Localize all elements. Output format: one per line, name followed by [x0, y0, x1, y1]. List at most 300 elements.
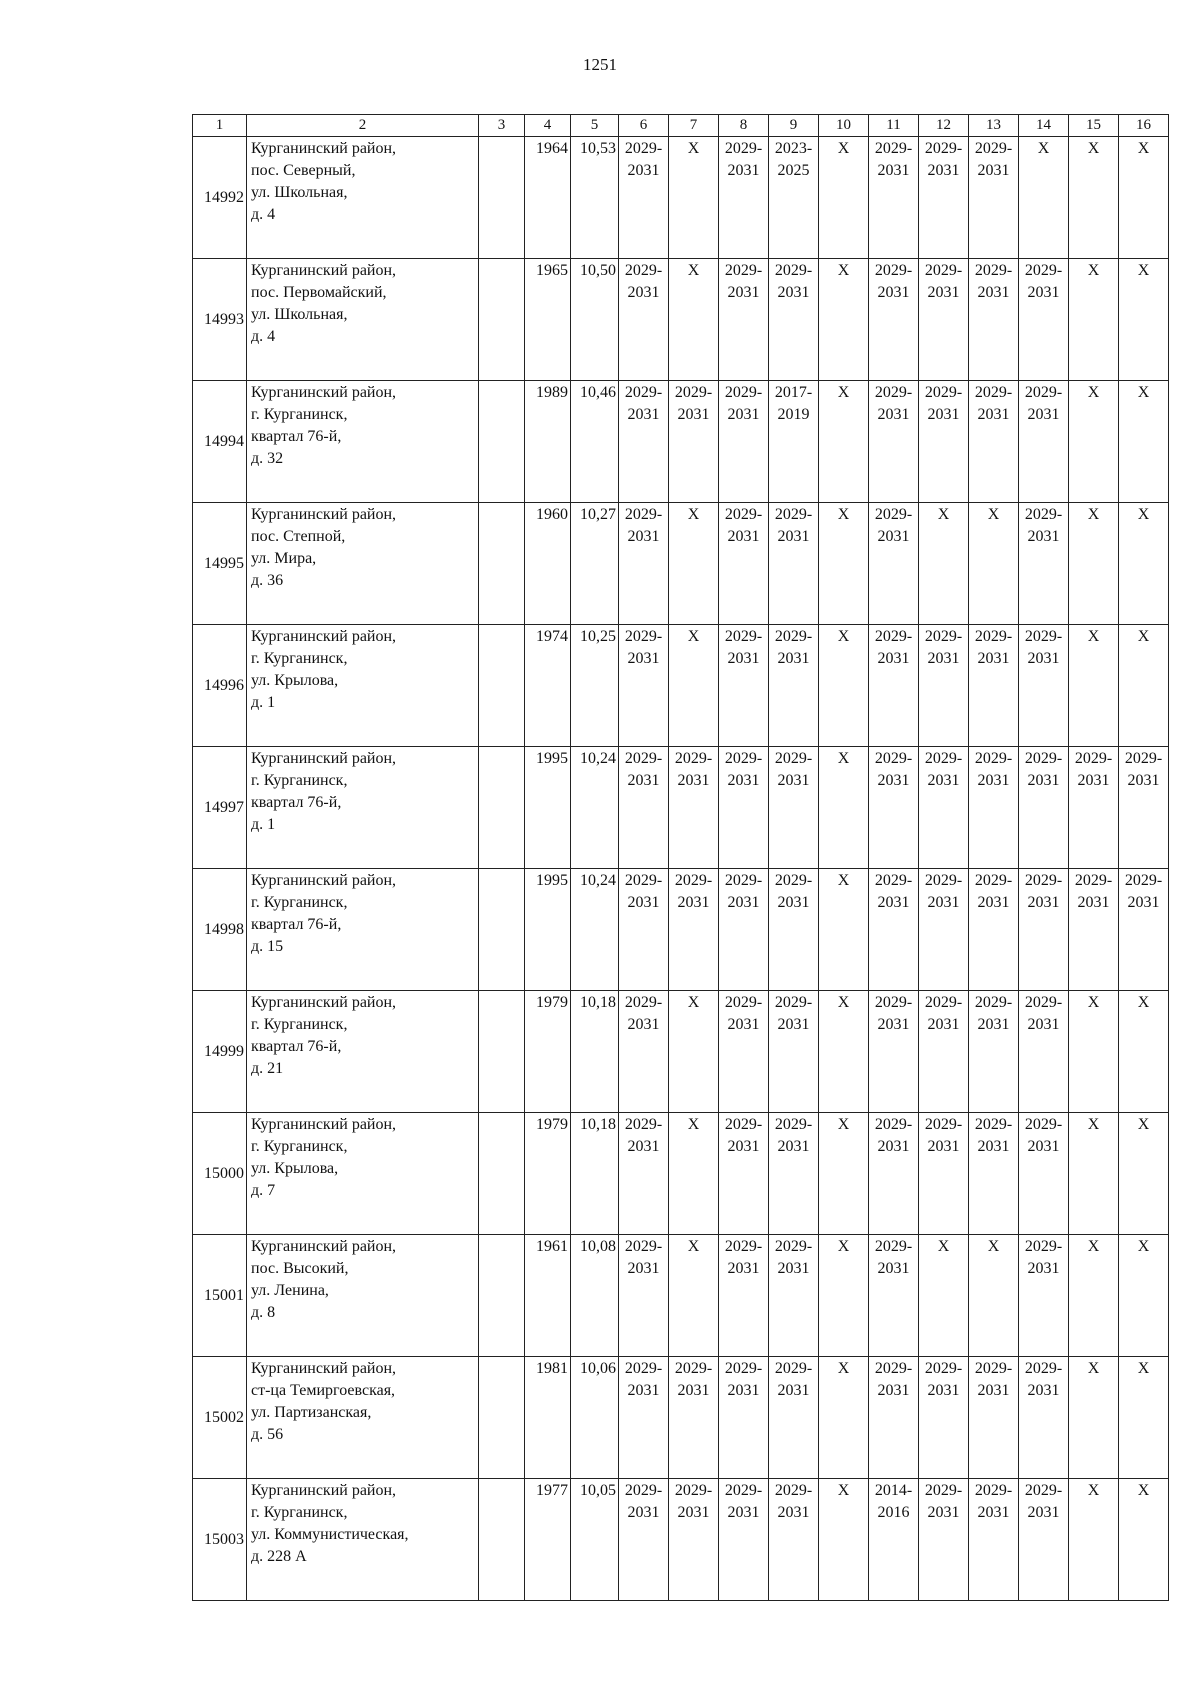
period-part: Х: [1087, 1482, 1100, 1499]
period-cell-col-9: [769, 625, 819, 747]
period-part: 2031: [877, 772, 910, 789]
period-part: 2029-: [774, 994, 813, 1011]
period-cell-col-13: [969, 869, 1019, 991]
period-cell-col-15: [1069, 381, 1119, 503]
period-part: Х: [1137, 628, 1150, 645]
period-part: 2029-: [1024, 506, 1063, 523]
period-part: 2029-: [874, 384, 913, 401]
address-line: Курганинский район,: [251, 506, 397, 523]
column-3-cell: [479, 503, 525, 625]
period-part: 2029-: [774, 1360, 813, 1377]
period-part: 2031: [1077, 894, 1110, 911]
column-header-5: 5: [571, 115, 619, 137]
period-cell-col-8: [719, 503, 769, 625]
period-part: 2029-: [724, 628, 763, 645]
period-part: 2031: [1077, 772, 1110, 789]
period-cell-col-11: [869, 991, 919, 1113]
period-part: 2029-: [924, 1116, 963, 1133]
period-part: Х: [1087, 384, 1100, 401]
address-line: Курганинский район,: [251, 140, 397, 157]
period-part: 2031: [1127, 894, 1160, 911]
period-part: 2031: [977, 1382, 1010, 1399]
period-part: 2031: [627, 894, 660, 911]
column-3-cell: [479, 381, 525, 503]
period-cell-col-7: [669, 747, 719, 869]
period-part: 2031: [977, 894, 1010, 911]
period-part: Х: [1087, 262, 1100, 279]
period-part: Х: [1137, 1360, 1150, 1377]
period-part: Х: [837, 384, 850, 401]
period-cell-col-12: [919, 381, 969, 503]
period-cell-col-9: [769, 1357, 819, 1479]
table-row: [193, 137, 1169, 259]
period-part: 2029-: [1124, 872, 1163, 889]
period-cell-col-10: [819, 1479, 869, 1601]
column-header-12: 12: [919, 115, 969, 137]
period-part: 2031: [877, 894, 910, 911]
period-part: 2031: [877, 284, 910, 301]
period-part: 2031: [1027, 650, 1060, 667]
period-cell-col-12: [919, 869, 969, 991]
period-cell-col-14: [1019, 869, 1069, 991]
period-part: 2029-: [874, 872, 913, 889]
period-cell-col-7: [669, 625, 719, 747]
period-part: Х: [837, 262, 850, 279]
period-cell-col-6: [619, 1479, 669, 1601]
year-cell: 1981: [525, 1357, 571, 1479]
period-part: 2029-: [724, 750, 763, 767]
period-part: 2031: [677, 1504, 710, 1521]
address-line: д. 1: [251, 694, 276, 711]
period-part: Х: [687, 1116, 700, 1133]
period-part: 2031: [777, 528, 810, 545]
period-part: Х: [1087, 628, 1100, 645]
value-cell: 10,18: [571, 1113, 619, 1235]
address-line: квартал 76-й,: [251, 428, 342, 445]
period-part: 2031: [1027, 1382, 1060, 1399]
period-part: Х: [687, 506, 700, 523]
period-part: 2031: [877, 650, 910, 667]
period-part: Х: [837, 872, 850, 889]
period-cell-col-12: [919, 259, 969, 381]
address-cell: [247, 1235, 479, 1357]
record-number: 14998: [193, 869, 247, 991]
period-cell-col-12: [919, 991, 969, 1113]
address-cell: [247, 625, 479, 747]
period-cell-col-8: [719, 625, 769, 747]
column-header-15: 15: [1069, 115, 1119, 137]
address-cell: [247, 503, 479, 625]
record-number: 14992: [193, 137, 247, 259]
address-line: Курганинский район,: [251, 750, 397, 767]
period-part: 2029-: [674, 872, 713, 889]
period-cell-col-10: [819, 137, 869, 259]
period-cell-col-6: [619, 1235, 669, 1357]
period-part: 2029-: [924, 384, 963, 401]
period-part: 2029-: [1024, 262, 1063, 279]
period-cell-col-8: [719, 869, 769, 991]
address-line: Курганинский район,: [251, 994, 397, 1011]
column-3-cell: [479, 991, 525, 1113]
period-part: 2029-: [924, 750, 963, 767]
column-header-4: 4: [525, 115, 571, 137]
period-cell-col-13: [969, 747, 1019, 869]
period-part: Х: [1087, 994, 1100, 1011]
address-cell: [247, 1357, 479, 1479]
address-line: квартал 76-й,: [251, 794, 342, 811]
address-line: д. 21: [251, 1060, 284, 1077]
year-cell: 1979: [525, 1113, 571, 1235]
column-header-13: 13: [969, 115, 1019, 137]
period-cell-col-11: [869, 747, 919, 869]
period-cell-col-6: [619, 625, 669, 747]
period-cell-col-10: [819, 869, 869, 991]
period-part: 2031: [877, 1260, 910, 1277]
period-part: 2016: [877, 1504, 910, 1521]
column-header-6: 6: [619, 115, 669, 137]
column-number-row: [193, 115, 1169, 137]
period-cell-col-16: [1119, 1113, 1169, 1235]
period-part: 2029-: [974, 140, 1013, 157]
period-part: 2029-: [974, 1360, 1013, 1377]
period-part: Х: [687, 1238, 700, 1255]
period-part: 2031: [727, 162, 760, 179]
period-cell-col-9: [769, 259, 819, 381]
period-part: 2031: [627, 1382, 660, 1399]
period-part: 2029-: [724, 1482, 763, 1499]
period-part: 2031: [977, 650, 1010, 667]
value-cell: 10,24: [571, 747, 619, 869]
period-cell-col-6: [619, 991, 669, 1113]
period-cell-col-12: [919, 625, 969, 747]
period-part: Х: [837, 994, 850, 1011]
value-cell: 10,27: [571, 503, 619, 625]
period-part: 2029-: [924, 262, 963, 279]
column-header-1: 1: [193, 115, 247, 137]
address-line: Курганинский район,: [251, 1116, 397, 1133]
period-part: 2031: [977, 406, 1010, 423]
period-part: 2031: [927, 1504, 960, 1521]
period-part: 2031: [777, 1382, 810, 1399]
address-cell: [247, 991, 479, 1113]
address-line: Курганинский район,: [251, 1238, 397, 1255]
period-part: 2031: [1027, 1504, 1060, 1521]
period-cell-col-15: [1069, 747, 1119, 869]
period-part: Х: [987, 506, 1000, 523]
period-part: 2029-: [724, 506, 763, 523]
period-cell-col-10: [819, 1357, 869, 1479]
column-header-2: 2: [247, 115, 479, 137]
period-part: 2029-: [924, 140, 963, 157]
period-cell-col-16: [1119, 625, 1169, 747]
period-part: 2029-: [774, 1116, 813, 1133]
period-part: 2031: [627, 1016, 660, 1033]
address-line: пос. Северный,: [251, 162, 356, 179]
period-part: 2031: [927, 1138, 960, 1155]
address-line: д. 4: [251, 328, 276, 345]
address-line: ул. Мира,: [251, 550, 317, 567]
period-cell-col-16: [1119, 137, 1169, 259]
period-cell-col-16: [1119, 991, 1169, 1113]
period-part: Х: [1137, 994, 1150, 1011]
period-cell-col-13: [969, 625, 1019, 747]
period-part: 2029-: [624, 994, 663, 1011]
column-header-11: 11: [869, 115, 919, 137]
period-part: Х: [1087, 1116, 1100, 1133]
period-part: 2029-: [1024, 384, 1063, 401]
period-part: 2029-: [724, 1360, 763, 1377]
period-part: 2031: [977, 162, 1010, 179]
record-number: 14993: [193, 259, 247, 381]
period-cell-col-10: [819, 259, 869, 381]
year-cell: 1995: [525, 869, 571, 991]
address-line: д. 36: [251, 572, 284, 589]
address-cell: [247, 137, 479, 259]
period-cell-col-6: [619, 747, 669, 869]
period-part: 2023-: [774, 140, 813, 157]
address-line: пос. Первомайский,: [251, 284, 387, 301]
period-part: 2031: [877, 406, 910, 423]
column-3-cell: [479, 137, 525, 259]
period-cell-col-14: [1019, 1479, 1069, 1601]
period-part: 2031: [927, 650, 960, 667]
table-row: [193, 1479, 1169, 1601]
address-line: Курганинский район,: [251, 628, 397, 645]
address-line: д. 1: [251, 816, 276, 833]
period-part: 2029-: [974, 1116, 1013, 1133]
address-line: г. Курганинск,: [251, 1504, 348, 1521]
period-cell-col-7: [669, 1357, 719, 1479]
period-part: 2029-: [624, 1238, 663, 1255]
period-part: 2029-: [774, 628, 813, 645]
period-part: 2031: [727, 1016, 760, 1033]
period-part: 2029-: [1024, 1238, 1063, 1255]
period-part: 2031: [927, 284, 960, 301]
period-cell-col-9: [769, 991, 819, 1113]
period-part: Х: [687, 628, 700, 645]
period-cell-col-8: [719, 1479, 769, 1601]
period-part: 2031: [727, 1260, 760, 1277]
period-part: 2031: [777, 772, 810, 789]
period-cell-col-11: [869, 1357, 919, 1479]
address-cell: [247, 869, 479, 991]
period-part: 2029-: [924, 628, 963, 645]
period-part: Х: [1037, 140, 1050, 157]
period-part: 2029-: [724, 384, 763, 401]
period-cell-col-16: [1119, 869, 1169, 991]
period-part: 2031: [977, 772, 1010, 789]
period-part: 2029-: [924, 1482, 963, 1499]
period-part: 2031: [627, 406, 660, 423]
value-cell: 10,53: [571, 137, 619, 259]
period-cell-col-7: [669, 137, 719, 259]
period-part: Х: [1087, 1238, 1100, 1255]
period-part: 2031: [627, 1504, 660, 1521]
record-number: 14999: [193, 991, 247, 1113]
period-cell-col-15: [1069, 1357, 1119, 1479]
address-cell: [247, 381, 479, 503]
address-line: г. Курганинск,: [251, 894, 348, 911]
period-cell-col-12: [919, 137, 969, 259]
address-cell: [247, 259, 479, 381]
period-part: 2031: [1127, 772, 1160, 789]
period-cell-col-15: [1069, 137, 1119, 259]
period-cell-col-7: [669, 1113, 719, 1235]
period-part: 2017-: [774, 384, 813, 401]
period-cell-col-7: [669, 381, 719, 503]
period-part: Х: [1137, 384, 1150, 401]
table-row: [193, 1235, 1169, 1357]
period-part: 2031: [727, 1138, 760, 1155]
period-part: 2029-: [674, 384, 713, 401]
period-cell-col-12: [919, 1235, 969, 1357]
address-line: д. 15: [251, 938, 284, 955]
value-cell: 10,46: [571, 381, 619, 503]
period-part: 2029-: [774, 506, 813, 523]
period-part: 2031: [927, 406, 960, 423]
period-part: 2031: [727, 1504, 760, 1521]
period-part: 2029-: [724, 140, 763, 157]
period-part: 2029-: [624, 628, 663, 645]
value-cell: 10,24: [571, 869, 619, 991]
address-line: г. Курганинск,: [251, 772, 348, 789]
period-part: 2029-: [624, 384, 663, 401]
period-part: 2029-: [1024, 994, 1063, 1011]
period-cell-col-10: [819, 625, 869, 747]
period-part: 2029-: [1024, 1482, 1063, 1499]
address-line: ул. Ленина,: [251, 1282, 329, 1299]
period-part: 2031: [1027, 406, 1060, 423]
address-line: г. Курганинск,: [251, 406, 348, 423]
table-row: [193, 503, 1169, 625]
period-part: 2029-: [624, 750, 663, 767]
period-cell-col-14: [1019, 503, 1069, 625]
period-cell-col-12: [919, 503, 969, 625]
period-part: 2029-: [974, 994, 1013, 1011]
table-body: [193, 137, 1169, 1601]
period-cell-col-9: [769, 1479, 819, 1601]
period-part: 2029-: [774, 262, 813, 279]
year-cell: 1964: [525, 137, 571, 259]
record-number: 15000: [193, 1113, 247, 1235]
period-cell-col-15: [1069, 259, 1119, 381]
period-part: Х: [1137, 1482, 1150, 1499]
period-cell-col-6: [619, 381, 669, 503]
address-line: д. 56: [251, 1426, 284, 1443]
period-part: 2029-: [1074, 872, 1113, 889]
column-header-7: 7: [669, 115, 719, 137]
year-cell: 1974: [525, 625, 571, 747]
period-cell-col-13: [969, 381, 1019, 503]
period-cell-col-7: [669, 1479, 719, 1601]
period-cell-col-15: [1069, 503, 1119, 625]
period-cell-col-13: [969, 1479, 1019, 1601]
period-cell-col-13: [969, 991, 1019, 1113]
period-part: 2031: [977, 284, 1010, 301]
period-part: 2029-: [774, 872, 813, 889]
period-cell-col-12: [919, 1113, 969, 1235]
period-part: 2029-: [1024, 628, 1063, 645]
period-cell-col-11: [869, 503, 919, 625]
period-part: Х: [687, 140, 700, 157]
period-cell-col-11: [869, 1235, 919, 1357]
period-part: 2029-: [774, 750, 813, 767]
period-part: 2029-: [1074, 750, 1113, 767]
period-part: Х: [1087, 1360, 1100, 1377]
address-line: г. Курганинск,: [251, 1016, 348, 1033]
period-cell-col-8: [719, 137, 769, 259]
period-cell-col-16: [1119, 259, 1169, 381]
period-part: 2031: [877, 1138, 910, 1155]
period-part: 2029-: [874, 506, 913, 523]
period-part: Х: [1087, 506, 1100, 523]
period-part: Х: [1137, 262, 1150, 279]
period-part: 2029-: [924, 1360, 963, 1377]
year-cell: 1960: [525, 503, 571, 625]
period-cell-col-14: [1019, 1113, 1069, 1235]
period-part: Х: [837, 1482, 850, 1499]
period-cell-col-6: [619, 503, 669, 625]
column-header-8: 8: [719, 115, 769, 137]
period-cell-col-9: [769, 503, 819, 625]
column-3-cell: [479, 1357, 525, 1479]
period-cell-col-11: [869, 137, 919, 259]
period-part: 2031: [627, 772, 660, 789]
period-part: 2031: [877, 1016, 910, 1033]
period-part: 2029-: [874, 628, 913, 645]
column-3-cell: [479, 1235, 525, 1357]
period-cell-col-10: [819, 1113, 869, 1235]
period-part: 2029-: [674, 1482, 713, 1499]
address-line: г. Курганинск,: [251, 650, 348, 667]
value-cell: 10,18: [571, 991, 619, 1113]
period-part: 2031: [677, 772, 710, 789]
period-part: 2031: [677, 1382, 710, 1399]
period-cell-col-16: [1119, 503, 1169, 625]
year-cell: 1961: [525, 1235, 571, 1357]
period-part: 2029-: [674, 1360, 713, 1377]
year-cell: 1995: [525, 747, 571, 869]
column-header-16: 16: [1119, 115, 1169, 137]
period-part: 2029-: [924, 872, 963, 889]
period-part: Х: [837, 1238, 850, 1255]
period-cell-col-9: [769, 1235, 819, 1357]
address-cell: [247, 1479, 479, 1601]
period-part: 2031: [727, 284, 760, 301]
period-part: Х: [1137, 506, 1150, 523]
period-cell-col-12: [919, 1479, 969, 1601]
period-part: 2029-: [624, 262, 663, 279]
period-part: Х: [837, 1360, 850, 1377]
table-row: [193, 259, 1169, 381]
period-cell-col-15: [1069, 1479, 1119, 1601]
period-part: 2029-: [1024, 1116, 1063, 1133]
record-number: 15002: [193, 1357, 247, 1479]
table-row: [193, 747, 1169, 869]
period-cell-col-8: [719, 991, 769, 1113]
page-number: 1251: [583, 55, 617, 74]
period-part: 2029-: [874, 1238, 913, 1255]
period-part: 2031: [727, 406, 760, 423]
period-part: 2029-: [874, 1360, 913, 1377]
period-cell-col-8: [719, 747, 769, 869]
period-cell-col-11: [869, 1479, 919, 1601]
period-cell-col-9: [769, 747, 819, 869]
housing-registry-table: [192, 114, 1169, 1601]
period-part: 2029-: [974, 384, 1013, 401]
period-part: 2031: [1027, 894, 1060, 911]
period-part: 2029-: [1024, 1360, 1063, 1377]
